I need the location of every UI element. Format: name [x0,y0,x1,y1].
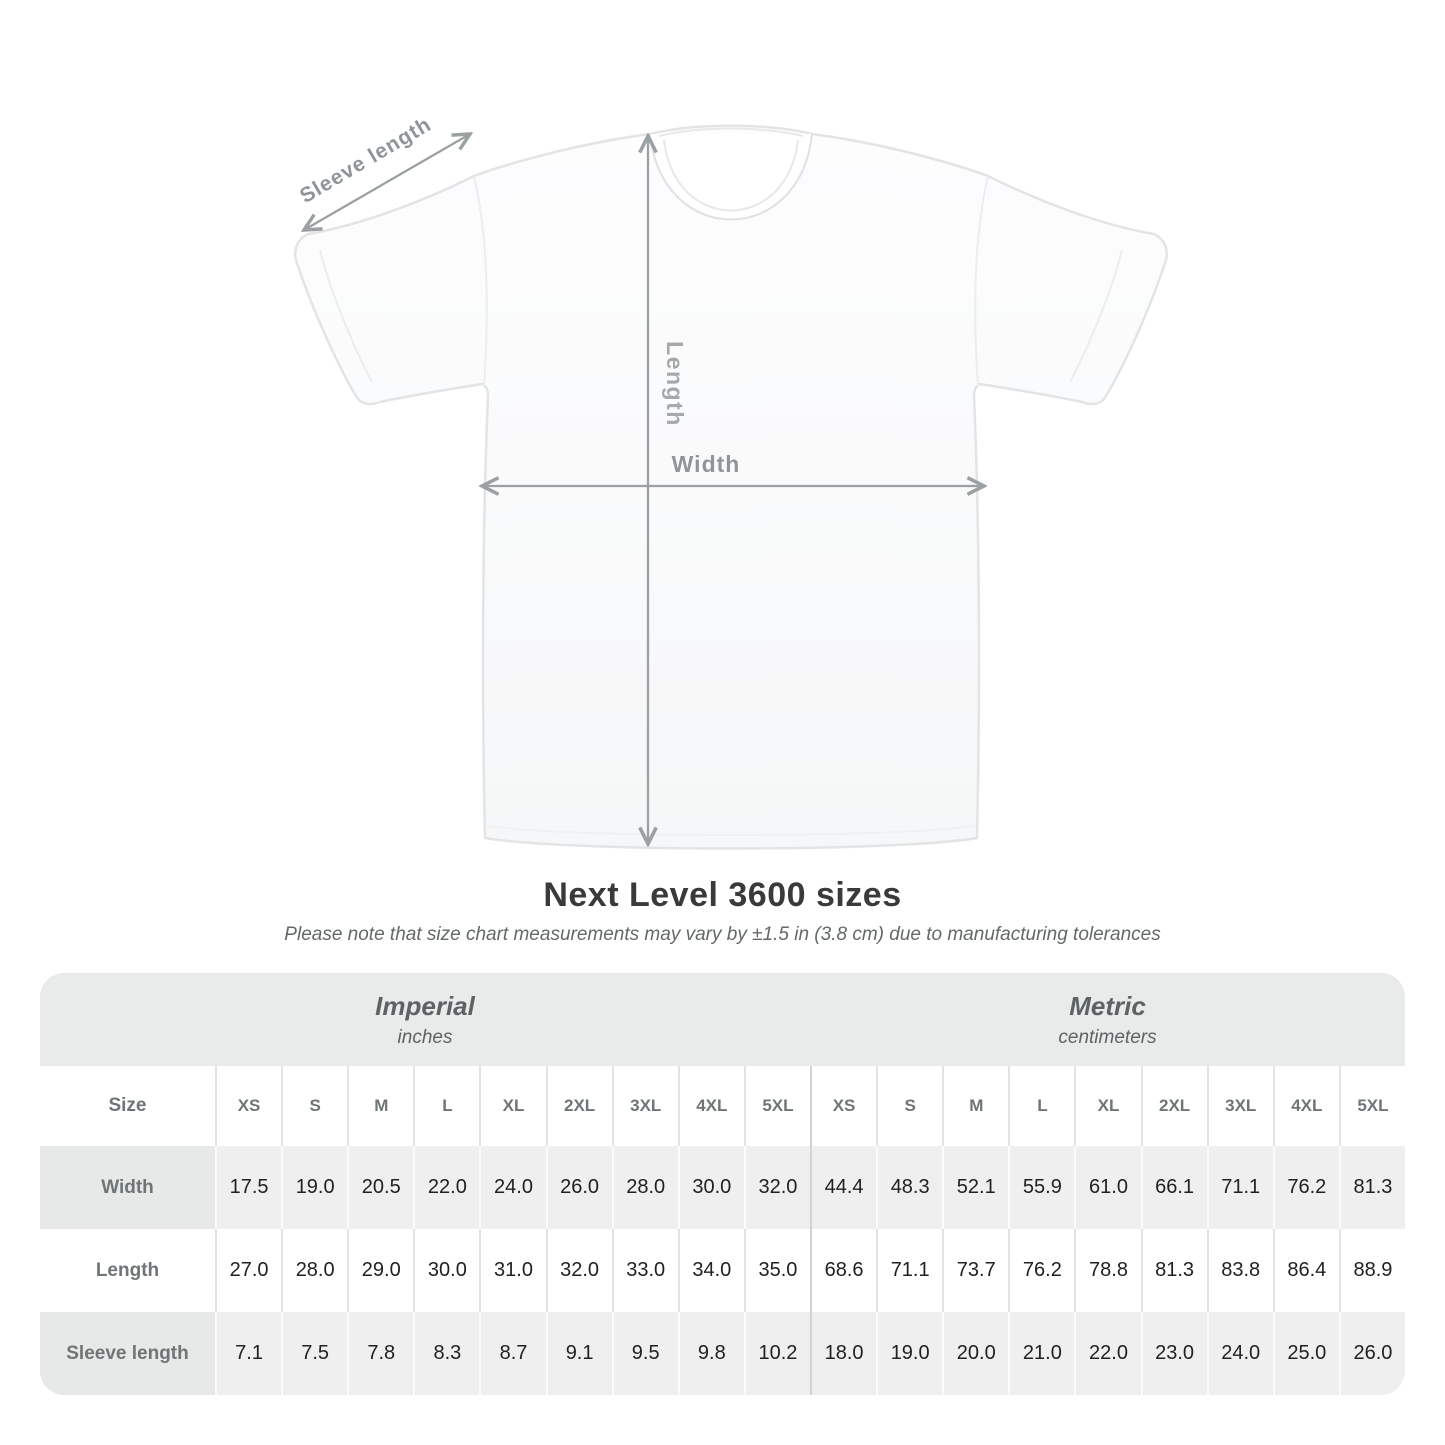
length-label: Length [662,341,688,427]
value-cell: 17.5 [215,1146,281,1229]
row-label: Sleeve length [40,1312,215,1395]
measure-row-width [40,1146,1405,1229]
value-cell: 26.0 [1339,1312,1405,1395]
metric-title: Metric [1069,990,1146,1021]
measure-row-sleeve-length [40,1312,1405,1395]
value-cell: 9.5 [612,1312,678,1395]
heading-block [0,876,1445,946]
value-cell: 20.0 [942,1312,1008,1395]
value-cell: 20.5 [347,1146,413,1229]
value-cell: 9.8 [678,1312,744,1395]
value-cell: 32.0 [546,1229,612,1312]
value-cell: 81.3 [1339,1146,1405,1229]
imperial-subtitle: inches [397,1026,453,1048]
value-cell: 19.0 [876,1312,942,1395]
value-cell: 10.2 [744,1312,810,1395]
width-label: Width [671,451,741,477]
value-cell: 26.0 [546,1146,612,1229]
value-cell: 30.0 [678,1146,744,1229]
size-col-imperial-s: S [281,1066,347,1146]
value-cell: 24.0 [1207,1312,1273,1395]
value-cell: 28.0 [281,1229,347,1312]
size-col-imperial-xl: XL [479,1066,545,1146]
value-cell: 76.2 [1273,1146,1339,1229]
value-cell: 24.0 [479,1146,545,1229]
value-cell: 83.8 [1207,1229,1273,1312]
value-cell: 66.1 [1141,1146,1207,1229]
value-cell: 34.0 [678,1229,744,1312]
unit-header-row [40,973,1405,1066]
value-cell: 7.5 [281,1312,347,1395]
value-cell: 35.0 [744,1229,810,1312]
value-cell: 33.0 [612,1229,678,1312]
size-col-metric-xl: XL [1074,1066,1140,1146]
size-col-imperial-m: M [347,1066,413,1146]
value-cell: 61.0 [1074,1146,1140,1229]
value-cell: 27.0 [215,1229,281,1312]
tolerance-note: Please note that size chart measurements may vary by ±1.5 in (3.8 cm) due to manufacturing tolerances [284,924,1161,945]
value-cell: 55.9 [1008,1146,1074,1229]
size-col-imperial-5xl: 5XL [744,1066,810,1146]
size-col-imperial-xs: XS [215,1066,281,1146]
size-col-imperial-2xl: 2XL [546,1066,612,1146]
value-cell: 78.8 [1074,1229,1140,1312]
size-col-metric-s: S [876,1066,942,1146]
measure-row-length [40,1229,1405,1312]
size-col-metric-5xl: 5XL [1339,1066,1405,1146]
size-col-metric-3xl: 3XL [1207,1066,1273,1146]
value-cell: 86.4 [1273,1229,1339,1312]
size-col-imperial-4xl: 4XL [678,1066,744,1146]
size-col-metric-4xl: 4XL [1273,1066,1339,1146]
metric-header [810,973,1405,1066]
value-cell: 71.1 [1207,1146,1273,1229]
size-col-metric-2xl: 2XL [1141,1066,1207,1146]
imperial-header [40,973,810,1066]
value-cell: 68.6 [810,1229,876,1312]
value-cell: 32.0 [744,1146,810,1229]
value-cell: 73.7 [942,1229,1008,1312]
tshirt-measurement-svg [268,86,1173,886]
imperial-title: Imperial [375,990,475,1021]
value-cell: 8.7 [479,1312,545,1395]
size-col-metric-m: M [942,1066,1008,1146]
value-cell: 23.0 [1141,1312,1207,1395]
value-cell: 19.0 [281,1146,347,1229]
metric-subtitle: centimeters [1058,1026,1157,1048]
value-cell: 76.2 [1008,1229,1074,1312]
value-cell: 25.0 [1273,1312,1339,1395]
value-cell: 28.0 [612,1146,678,1229]
value-cell: 9.1 [546,1312,612,1395]
size-grid [40,1066,1405,1395]
value-cell: 7.8 [347,1312,413,1395]
size-header-row [40,1066,1405,1146]
value-cell: 71.1 [876,1229,942,1312]
value-cell: 88.9 [1339,1229,1405,1312]
value-cell: 21.0 [1008,1312,1074,1395]
size-col-imperial-3xl: 3XL [612,1066,678,1146]
value-cell: 44.4 [810,1146,876,1229]
row-label: Width [40,1146,215,1229]
value-cell: 81.3 [1141,1229,1207,1312]
value-cell: 7.1 [215,1312,281,1395]
value-cell: 29.0 [347,1229,413,1312]
value-cell: 48.3 [876,1146,942,1229]
value-cell: 31.0 [479,1229,545,1312]
value-cell: 52.1 [942,1146,1008,1229]
value-cell: 18.0 [810,1312,876,1395]
size-header-label: Size [108,1095,147,1116]
chart-title: Next Level 3600 sizes [543,876,902,914]
sleeve-length-label: Sleeve length [295,112,436,208]
size-col-imperial-l: L [413,1066,479,1146]
value-cell: 22.0 [413,1146,479,1229]
value-cell: 30.0 [413,1229,479,1312]
value-cell: 22.0 [1074,1312,1140,1395]
size-table [40,973,1405,1395]
size-col-metric-l: L [1008,1066,1074,1146]
row-label: Length [95,1259,160,1281]
value-cell: 8.3 [413,1312,479,1395]
size-col-metric-xs: XS [810,1066,876,1146]
